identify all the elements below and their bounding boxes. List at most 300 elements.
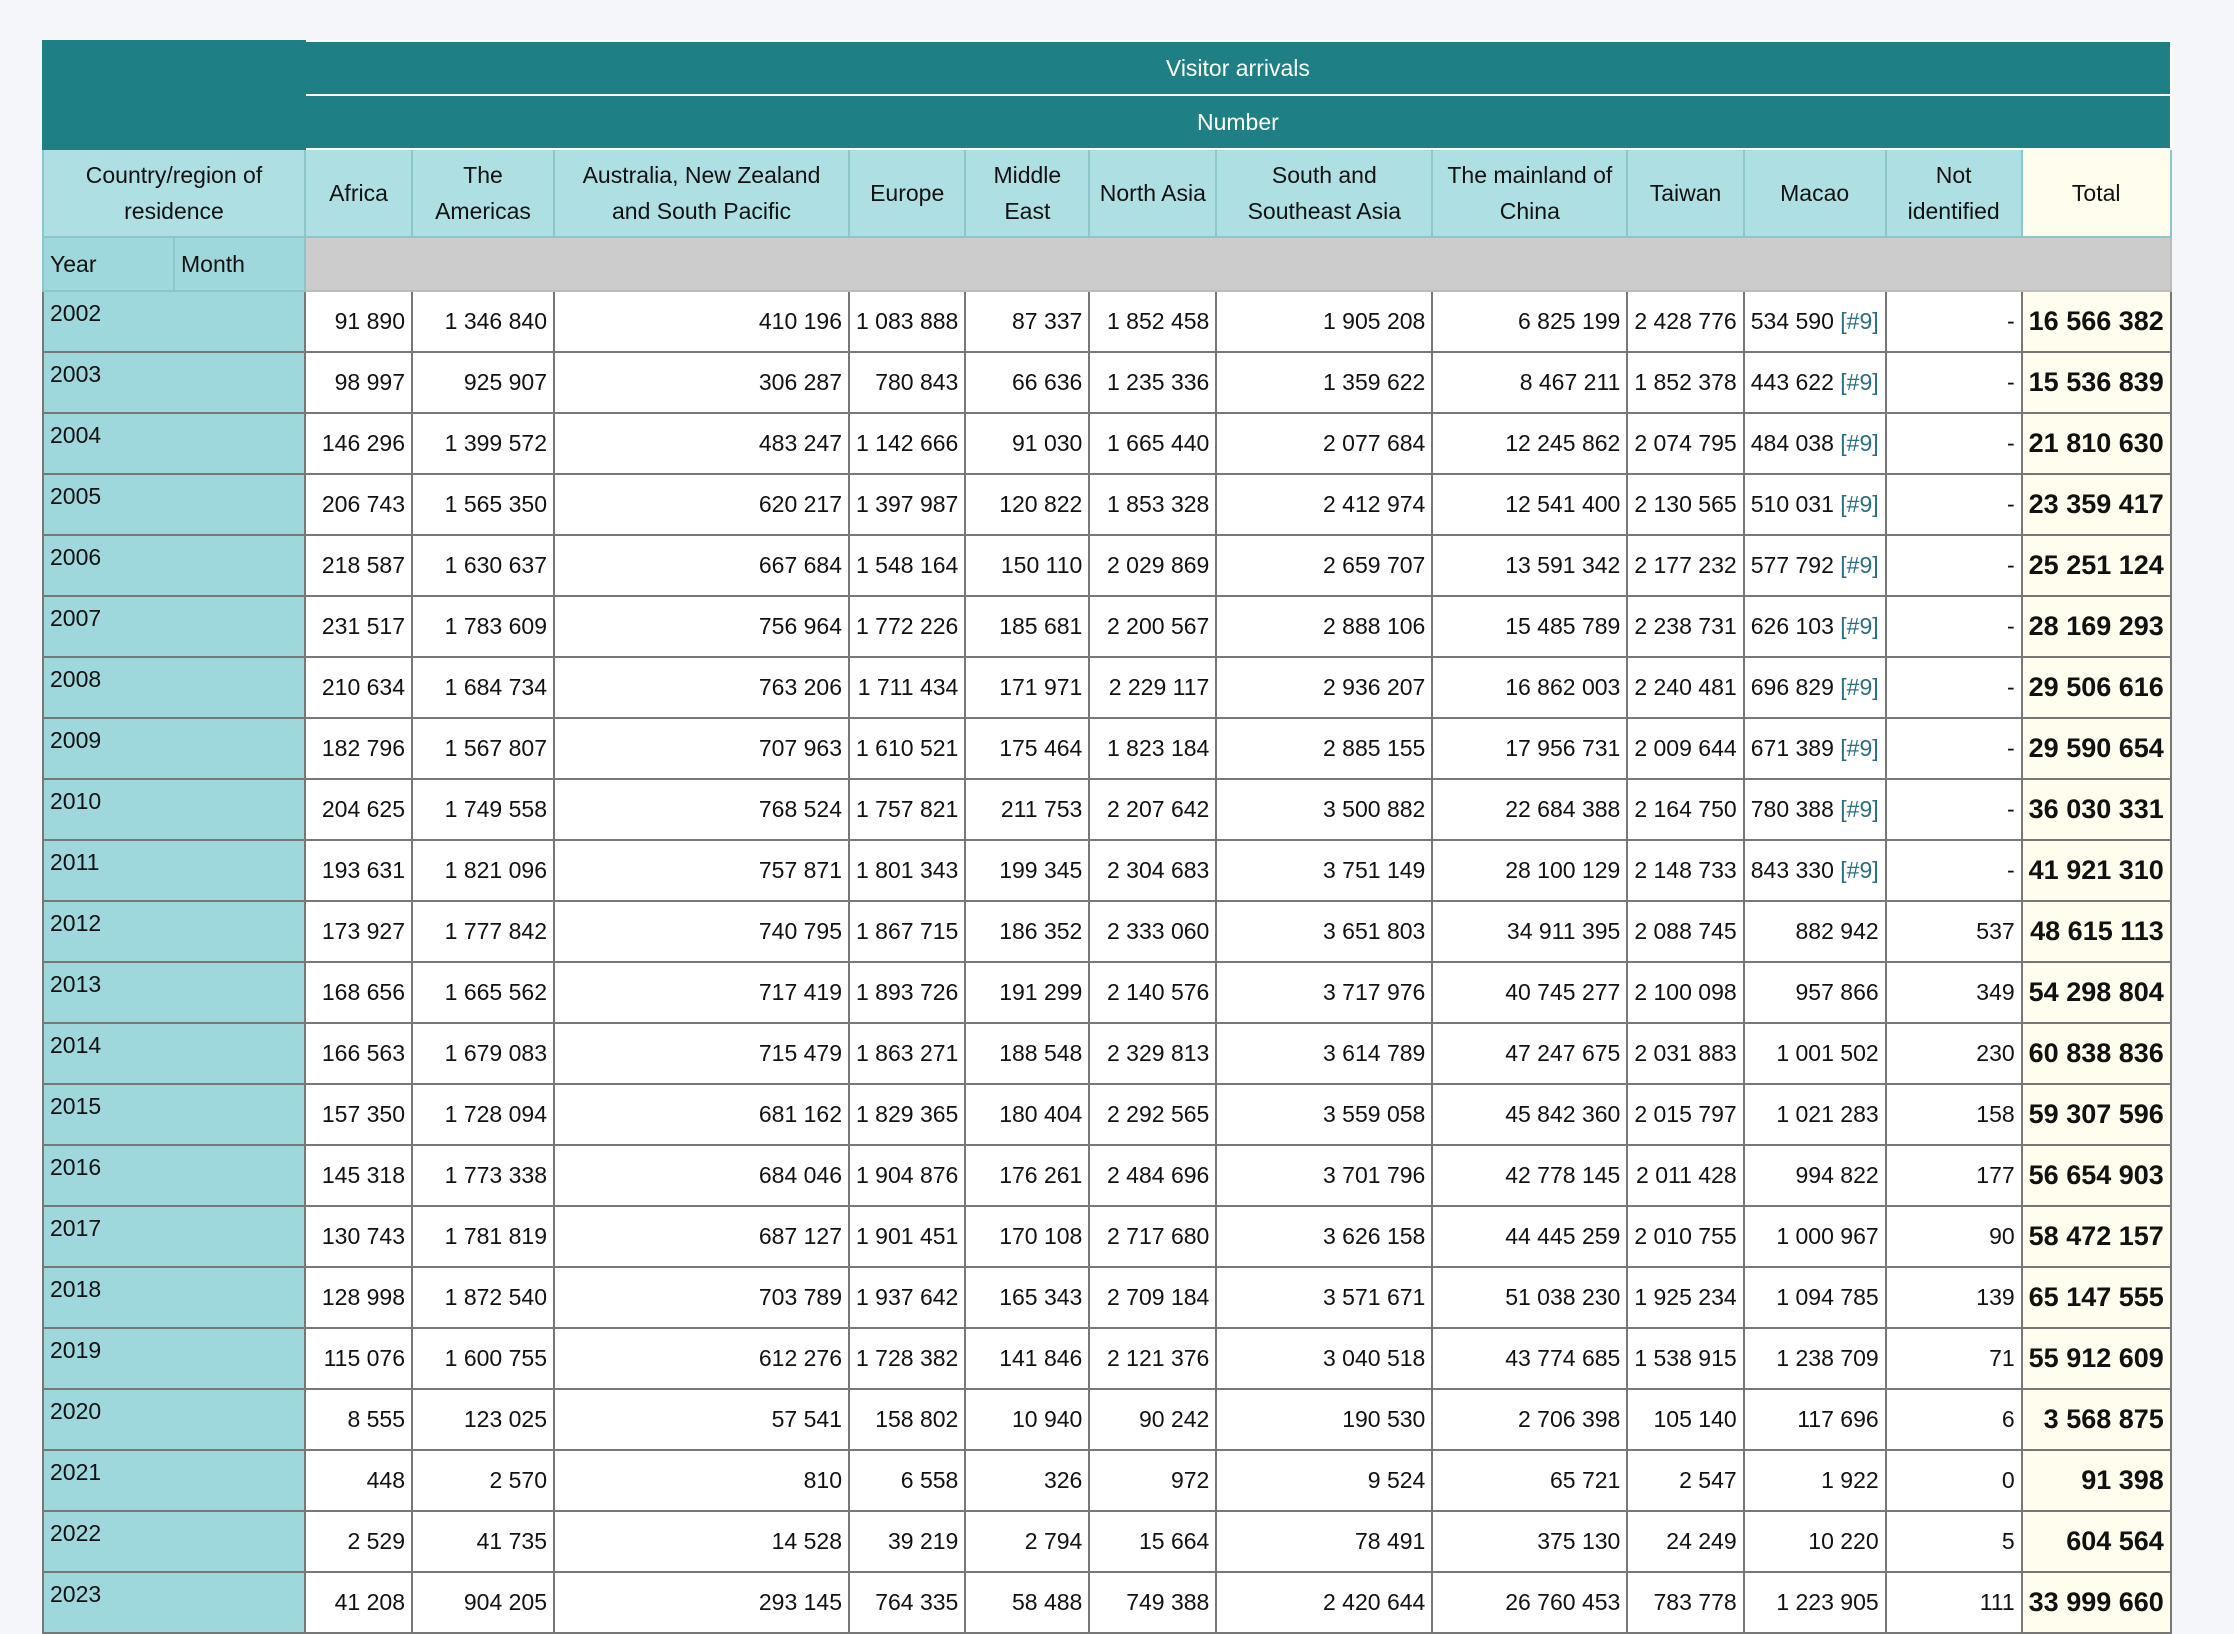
cell-mainland: 45 842 360	[1432, 1084, 1627, 1145]
cell-australia: 740 795	[554, 901, 849, 962]
cell-not-identified: 71	[1886, 1328, 2022, 1389]
cell-mainland: 26 760 453	[1432, 1572, 1627, 1633]
cell-south-asia: 3 571 671	[1216, 1267, 1432, 1328]
cell-macao-value: 843 330	[1750, 857, 1834, 883]
cell-africa: 210 634	[305, 657, 412, 718]
cell-south-asia: 1 359 622	[1216, 352, 1432, 413]
table-row	[43, 291, 2171, 352]
cell-middle-east: 120 822	[965, 474, 1089, 535]
cell-macao	[1744, 291, 1886, 352]
cell-taiwan: 1 852 378	[1627, 352, 1743, 413]
cell-mainland: 16 862 003	[1432, 657, 1627, 718]
cell-north-asia: 972	[1089, 1450, 1216, 1511]
cell-mainland: 42 778 145	[1432, 1145, 1627, 1206]
cell-europe: 764 335	[849, 1572, 965, 1633]
cell-macao-value: 534 590	[1750, 308, 1834, 334]
cell-mainland: 17 956 731	[1432, 718, 1627, 779]
subheader-year[interactable]: Year	[43, 237, 174, 291]
cell-americas: 1 777 842	[412, 901, 554, 962]
cell-total: 48 615 113	[2022, 901, 2171, 962]
cell-americas: 1 872 540	[412, 1267, 554, 1328]
cell-africa: 173 927	[305, 901, 412, 962]
cell-not-identified: 6	[1886, 1389, 2022, 1450]
cell-macao: 117 696	[1744, 1389, 1886, 1450]
cell-africa: 206 743	[305, 474, 412, 535]
cell-middle-east: 150 110	[965, 535, 1089, 596]
table-row	[43, 535, 2171, 596]
cell-total: 59 307 596	[2022, 1084, 2171, 1145]
cell-not-identified: -	[1886, 474, 2022, 535]
cell-australia: 715 479	[554, 1023, 849, 1084]
cell-middle-east: 326	[965, 1450, 1089, 1511]
column-header-north-asia[interactable]: North Asia	[1089, 149, 1216, 237]
cell-americas: 904 205	[412, 1572, 554, 1633]
cell-middle-east: 66 636	[965, 352, 1089, 413]
cell-australia: 687 127	[554, 1206, 849, 1267]
cell-africa: 231 517	[305, 596, 412, 657]
cell-africa: 146 296	[305, 413, 412, 474]
cell-not-identified: 90	[1886, 1206, 2022, 1267]
cell-taiwan: 2 100 098	[1627, 962, 1743, 1023]
cell-mainland: 28 100 129	[1432, 840, 1627, 901]
row-year: 2006	[43, 535, 305, 596]
cell-north-asia: 1 235 336	[1089, 352, 1216, 413]
cell-total: 29 506 616	[2022, 657, 2171, 718]
cell-macao: 1 001 502	[1744, 1023, 1886, 1084]
cell-europe: 1 893 726	[849, 962, 965, 1023]
cell-africa: 8 555	[305, 1389, 412, 1450]
cell-americas: 1 773 338	[412, 1145, 554, 1206]
macao-note-link[interactable]: [#9]	[1840, 674, 1879, 700]
cell-europe: 1 904 876	[849, 1145, 965, 1206]
cell-taiwan: 2 428 776	[1627, 291, 1743, 352]
table-row	[43, 1572, 2171, 1633]
cell-taiwan: 2 015 797	[1627, 1084, 1743, 1145]
row-year: 2010	[43, 779, 305, 840]
cell-mainland: 8 467 211	[1432, 352, 1627, 413]
cell-total: 604 564	[2022, 1511, 2171, 1572]
column-header-total[interactable]: Total	[2022, 149, 2171, 237]
cell-mainland: 40 745 277	[1432, 962, 1627, 1023]
cell-australia: 306 287	[554, 352, 849, 413]
cell-africa: 218 587	[305, 535, 412, 596]
cell-middle-east: 211 753	[965, 779, 1089, 840]
cell-middle-east: 180 404	[965, 1084, 1089, 1145]
cell-south-asia: 3 626 158	[1216, 1206, 1432, 1267]
cell-americas: 1 728 094	[412, 1084, 554, 1145]
cell-australia: 757 871	[554, 840, 849, 901]
cell-macao-value: 626 103	[1750, 613, 1834, 639]
cell-americas: 925 907	[412, 352, 554, 413]
cell-middle-east: 171 971	[965, 657, 1089, 718]
column-header-taiwan[interactable]: Taiwan	[1627, 149, 1743, 237]
cell-taiwan: 2 009 644	[1627, 718, 1743, 779]
row-year: 2020	[43, 1389, 305, 1450]
row-year: 2013	[43, 962, 305, 1023]
column-header-not-identified[interactable]: Not identified	[1886, 149, 2022, 237]
cell-australia: 293 145	[554, 1572, 849, 1633]
table-row	[43, 657, 2171, 718]
cell-macao	[1744, 718, 1886, 779]
cell-taiwan: 2 177 232	[1627, 535, 1743, 596]
subheader-month[interactable]: Month	[174, 237, 305, 291]
cell-not-identified: 158	[1886, 1084, 2022, 1145]
cell-north-asia: 2 709 184	[1089, 1267, 1216, 1328]
cell-macao: 1 223 905	[1744, 1572, 1886, 1633]
cell-macao	[1744, 657, 1886, 718]
cell-macao: 1 000 967	[1744, 1206, 1886, 1267]
row-year: 2014	[43, 1023, 305, 1084]
cell-macao	[1744, 413, 1886, 474]
cell-europe: 1 901 451	[849, 1206, 965, 1267]
cell-americas: 1 821 096	[412, 840, 554, 901]
macao-note-link[interactable]: [#9]	[1840, 857, 1879, 883]
row-year: 2011	[43, 840, 305, 901]
cell-middle-east: 176 261	[965, 1145, 1089, 1206]
cell-australia: 483 247	[554, 413, 849, 474]
cell-africa: 98 997	[305, 352, 412, 413]
macao-note-link[interactable]: [#9]	[1840, 430, 1879, 456]
cell-middle-east: 2 794	[965, 1511, 1089, 1572]
cell-australia: 410 196	[554, 291, 849, 352]
cell-americas: 123 025	[412, 1389, 554, 1450]
cell-americas: 1 665 562	[412, 962, 554, 1023]
macao-note-link[interactable]: [#9]	[1840, 369, 1879, 395]
table-row	[43, 1084, 2171, 1145]
cell-macao	[1744, 596, 1886, 657]
cell-macao: 1 238 709	[1744, 1328, 1886, 1389]
macao-note-link[interactable]: [#9]	[1840, 796, 1879, 822]
cell-europe: 1 863 271	[849, 1023, 965, 1084]
cell-north-asia: 2 304 683	[1089, 840, 1216, 901]
cell-not-identified: -	[1886, 718, 2022, 779]
cell-americas: 1 565 350	[412, 474, 554, 535]
cell-mainland: 47 247 675	[1432, 1023, 1627, 1084]
cell-not-identified: 111	[1886, 1572, 2022, 1633]
cell-australia: 667 684	[554, 535, 849, 596]
cell-north-asia: 2 717 680	[1089, 1206, 1216, 1267]
cell-taiwan: 24 249	[1627, 1511, 1743, 1572]
cell-not-identified: 177	[1886, 1145, 2022, 1206]
cell-south-asia: 3 500 882	[1216, 779, 1432, 840]
cell-africa: 448	[305, 1450, 412, 1511]
cell-macao-value: 510 031	[1750, 491, 1834, 517]
cell-australia: 703 789	[554, 1267, 849, 1328]
row-year: 2021	[43, 1450, 305, 1511]
cell-europe: 39 219	[849, 1511, 965, 1572]
cell-europe: 6 558	[849, 1450, 965, 1511]
subheader-band	[305, 237, 2171, 291]
cell-americas: 1 630 637	[412, 535, 554, 596]
cell-americas: 1 679 083	[412, 1023, 554, 1084]
cell-south-asia: 2 420 644	[1216, 1572, 1432, 1633]
row-year: 2015	[43, 1084, 305, 1145]
table-row	[43, 779, 2171, 840]
cell-mainland: 2 706 398	[1432, 1389, 1627, 1450]
cell-not-identified: 5	[1886, 1511, 2022, 1572]
cell-north-asia: 2 329 813	[1089, 1023, 1216, 1084]
cell-middle-east: 87 337	[965, 291, 1089, 352]
column-header-africa[interactable]: Africa	[305, 149, 412, 237]
header-visitor-arrivals: Visitor arrivals	[305, 41, 2171, 95]
row-year: 2016	[43, 1145, 305, 1206]
cell-macao: 10 220	[1744, 1511, 1886, 1572]
cell-mainland: 13 591 342	[1432, 535, 1627, 596]
table-row	[43, 718, 2171, 779]
cell-south-asia: 2 888 106	[1216, 596, 1432, 657]
cell-south-asia: 2 077 684	[1216, 413, 1432, 474]
table-row	[43, 596, 2171, 657]
cell-middle-east: 58 488	[965, 1572, 1089, 1633]
header-corner	[43, 41, 305, 149]
row-year: 2007	[43, 596, 305, 657]
cell-taiwan: 2 088 745	[1627, 901, 1743, 962]
cell-macao	[1744, 840, 1886, 901]
cell-macao	[1744, 779, 1886, 840]
cell-australia: 768 524	[554, 779, 849, 840]
macao-note-link[interactable]: [#9]	[1840, 491, 1879, 517]
cell-middle-east: 165 343	[965, 1267, 1089, 1328]
cell-total: 15 536 839	[2022, 352, 2171, 413]
cell-africa: 168 656	[305, 962, 412, 1023]
cell-africa: 2 529	[305, 1511, 412, 1572]
cell-taiwan: 2 547	[1627, 1450, 1743, 1511]
cell-middle-east: 91 030	[965, 413, 1089, 474]
cell-americas: 41 735	[412, 1511, 554, 1572]
cell-total: 28 169 293	[2022, 596, 2171, 657]
cell-macao-value: 443 622	[1750, 369, 1834, 395]
cell-south-asia: 3 701 796	[1216, 1145, 1432, 1206]
cell-mainland: 15 485 789	[1432, 596, 1627, 657]
cell-north-asia: 749 388	[1089, 1572, 1216, 1633]
header-number: Number	[305, 95, 2171, 149]
cell-taiwan: 2 011 428	[1627, 1145, 1743, 1206]
cell-north-asia: 2 029 869	[1089, 535, 1216, 596]
table-body	[43, 291, 2171, 1633]
cell-taiwan: 2 148 733	[1627, 840, 1743, 901]
cell-middle-east: 141 846	[965, 1328, 1089, 1389]
cell-south-asia: 9 524	[1216, 1450, 1432, 1511]
cell-africa: 91 890	[305, 291, 412, 352]
cell-europe: 1 142 666	[849, 413, 965, 474]
cell-europe: 1 548 164	[849, 535, 965, 596]
cell-not-identified: -	[1886, 596, 2022, 657]
table-row	[43, 962, 2171, 1023]
cell-mainland: 65 721	[1432, 1450, 1627, 1511]
cell-total: 33 999 660	[2022, 1572, 2171, 1633]
cell-macao: 1 922	[1744, 1450, 1886, 1511]
cell-macao: 1 021 283	[1744, 1084, 1886, 1145]
cell-middle-east: 199 345	[965, 840, 1089, 901]
column-header-australia[interactable]: Australia, New Zealand and South Pacific	[554, 149, 849, 237]
table-row	[43, 1206, 2171, 1267]
row-year: 2002	[43, 291, 305, 352]
column-header-middle-east[interactable]: Middle East	[965, 149, 1089, 237]
cell-not-identified: 537	[1886, 901, 2022, 962]
cell-americas: 1 600 755	[412, 1328, 554, 1389]
cell-australia: 810	[554, 1450, 849, 1511]
cell-macao: 994 822	[1744, 1145, 1886, 1206]
row-year: 2023	[43, 1572, 305, 1633]
cell-australia: 717 419	[554, 962, 849, 1023]
cell-macao: 882 942	[1744, 901, 1886, 962]
cell-total: 55 912 609	[2022, 1328, 2171, 1389]
cell-taiwan: 2 031 883	[1627, 1023, 1743, 1084]
cell-not-identified: -	[1886, 535, 2022, 596]
row-year: 2003	[43, 352, 305, 413]
cell-americas: 1 567 807	[412, 718, 554, 779]
cell-australia: 612 276	[554, 1328, 849, 1389]
cell-mainland: 6 825 199	[1432, 291, 1627, 352]
cell-australia: 684 046	[554, 1145, 849, 1206]
cell-europe: 1 937 642	[849, 1267, 965, 1328]
cell-australia: 620 217	[554, 474, 849, 535]
column-header-americas[interactable]: The Americas	[412, 149, 554, 237]
row-year: 2004	[43, 413, 305, 474]
cell-total: 58 472 157	[2022, 1206, 2171, 1267]
cell-australia: 707 963	[554, 718, 849, 779]
cell-mainland: 34 911 395	[1432, 901, 1627, 962]
cell-africa: 166 563	[305, 1023, 412, 1084]
cell-europe: 1 867 715	[849, 901, 965, 962]
cell-africa: 145 318	[305, 1145, 412, 1206]
cell-north-asia: 2 207 642	[1089, 779, 1216, 840]
row-year: 2005	[43, 474, 305, 535]
table-container	[42, 40, 2172, 1634]
row-year: 2022	[43, 1511, 305, 1572]
cell-not-identified: -	[1886, 352, 2022, 413]
column-header-macao[interactable]: Macao	[1744, 149, 1886, 237]
table-row	[43, 1389, 2171, 1450]
cell-north-asia: 1 823 184	[1089, 718, 1216, 779]
cell-taiwan: 1 925 234	[1627, 1267, 1743, 1328]
cell-not-identified: 230	[1886, 1023, 2022, 1084]
cell-not-identified: -	[1886, 779, 2022, 840]
cell-middle-east: 188 548	[965, 1023, 1089, 1084]
cell-south-asia: 3 651 803	[1216, 901, 1432, 962]
cell-macao-value: 577 792	[1750, 552, 1834, 578]
column-header-south-asia[interactable]: South and Southeast Asia	[1216, 149, 1432, 237]
cell-mainland: 12 245 862	[1432, 413, 1627, 474]
table-row	[43, 1023, 2171, 1084]
cell-north-asia: 1 852 458	[1089, 291, 1216, 352]
cell-south-asia: 3 559 058	[1216, 1084, 1432, 1145]
cell-taiwan: 2 130 565	[1627, 474, 1743, 535]
cell-mainland: 22 684 388	[1432, 779, 1627, 840]
cell-macao: 957 866	[1744, 962, 1886, 1023]
cell-total: 91 398	[2022, 1450, 2171, 1511]
cell-south-asia: 3 717 976	[1216, 962, 1432, 1023]
macao-note-link[interactable]: [#9]	[1840, 552, 1879, 578]
cell-south-asia: 3 040 518	[1216, 1328, 1432, 1389]
cell-south-asia: 1 905 208	[1216, 291, 1432, 352]
cell-south-asia: 2 412 974	[1216, 474, 1432, 535]
cell-africa: 182 796	[305, 718, 412, 779]
cell-europe: 1 829 365	[849, 1084, 965, 1145]
cell-taiwan: 2 074 795	[1627, 413, 1743, 474]
cell-taiwan: 1 538 915	[1627, 1328, 1743, 1389]
cell-americas: 1 399 572	[412, 413, 554, 474]
cell-mainland: 375 130	[1432, 1511, 1627, 1572]
cell-americas: 1 684 734	[412, 657, 554, 718]
cell-africa: 130 743	[305, 1206, 412, 1267]
table-row	[43, 1267, 2171, 1328]
cell-mainland: 43 774 685	[1432, 1328, 1627, 1389]
cell-total: 60 838 836	[2022, 1023, 2171, 1084]
table-row	[43, 1511, 2171, 1572]
cell-north-asia: 2 292 565	[1089, 1084, 1216, 1145]
cell-total: 54 298 804	[2022, 962, 2171, 1023]
cell-taiwan: 783 778	[1627, 1572, 1743, 1633]
cell-europe: 1 728 382	[849, 1328, 965, 1389]
cell-taiwan: 2 010 755	[1627, 1206, 1743, 1267]
cell-north-asia: 1 665 440	[1089, 413, 1216, 474]
cell-macao-value: 671 389	[1750, 735, 1834, 761]
macao-note-link[interactable]: [#9]	[1840, 308, 1879, 334]
cell-north-asia: 2 333 060	[1089, 901, 1216, 962]
cell-mainland: 51 038 230	[1432, 1267, 1627, 1328]
cell-mainland: 44 445 259	[1432, 1206, 1627, 1267]
cell-north-asia: 2 140 576	[1089, 962, 1216, 1023]
column-header-mainland[interactable]: The mainland of China	[1432, 149, 1627, 237]
cell-south-asia: 3 751 149	[1216, 840, 1432, 901]
cell-europe: 1 083 888	[849, 291, 965, 352]
cell-middle-east: 191 299	[965, 962, 1089, 1023]
cell-not-identified: 139	[1886, 1267, 2022, 1328]
cell-mainland: 12 541 400	[1432, 474, 1627, 535]
cell-not-identified: -	[1886, 413, 2022, 474]
macao-note-link[interactable]: [#9]	[1840, 613, 1879, 639]
table-row	[43, 840, 2171, 901]
column-header-europe[interactable]: Europe	[849, 149, 965, 237]
cell-australia: 763 206	[554, 657, 849, 718]
cell-europe: 158 802	[849, 1389, 965, 1450]
cell-europe: 1 711 434	[849, 657, 965, 718]
row-year: 2012	[43, 901, 305, 962]
cell-africa: 41 208	[305, 1572, 412, 1633]
cell-total: 36 030 331	[2022, 779, 2171, 840]
cell-south-asia: 2 885 155	[1216, 718, 1432, 779]
table-row	[43, 901, 2171, 962]
cell-europe: 1 772 226	[849, 596, 965, 657]
row-year: 2009	[43, 718, 305, 779]
cell-south-asia: 2 936 207	[1216, 657, 1432, 718]
cell-not-identified: -	[1886, 657, 2022, 718]
cell-americas: 2 570	[412, 1450, 554, 1511]
cell-south-asia: 3 614 789	[1216, 1023, 1432, 1084]
cell-africa: 157 350	[305, 1084, 412, 1145]
row-year: 2017	[43, 1206, 305, 1267]
cell-not-identified: -	[1886, 840, 2022, 901]
cell-taiwan: 2 164 750	[1627, 779, 1743, 840]
cell-africa: 128 998	[305, 1267, 412, 1328]
cell-macao-value: 780 388	[1750, 796, 1834, 822]
cell-south-asia: 2 659 707	[1216, 535, 1432, 596]
cell-south-asia: 78 491	[1216, 1511, 1432, 1572]
macao-note-link[interactable]: [#9]	[1840, 735, 1879, 761]
row-year: 2019	[43, 1328, 305, 1389]
cell-europe: 1 610 521	[849, 718, 965, 779]
cell-europe: 1 801 343	[849, 840, 965, 901]
cell-americas: 1 749 558	[412, 779, 554, 840]
cell-macao	[1744, 352, 1886, 413]
column-header-country-region[interactable]: Country/region of residence	[43, 149, 305, 237]
cell-americas: 1 346 840	[412, 291, 554, 352]
cell-total: 56 654 903	[2022, 1145, 2171, 1206]
row-year: 2018	[43, 1267, 305, 1328]
cell-africa: 193 631	[305, 840, 412, 901]
cell-australia: 14 528	[554, 1511, 849, 1572]
